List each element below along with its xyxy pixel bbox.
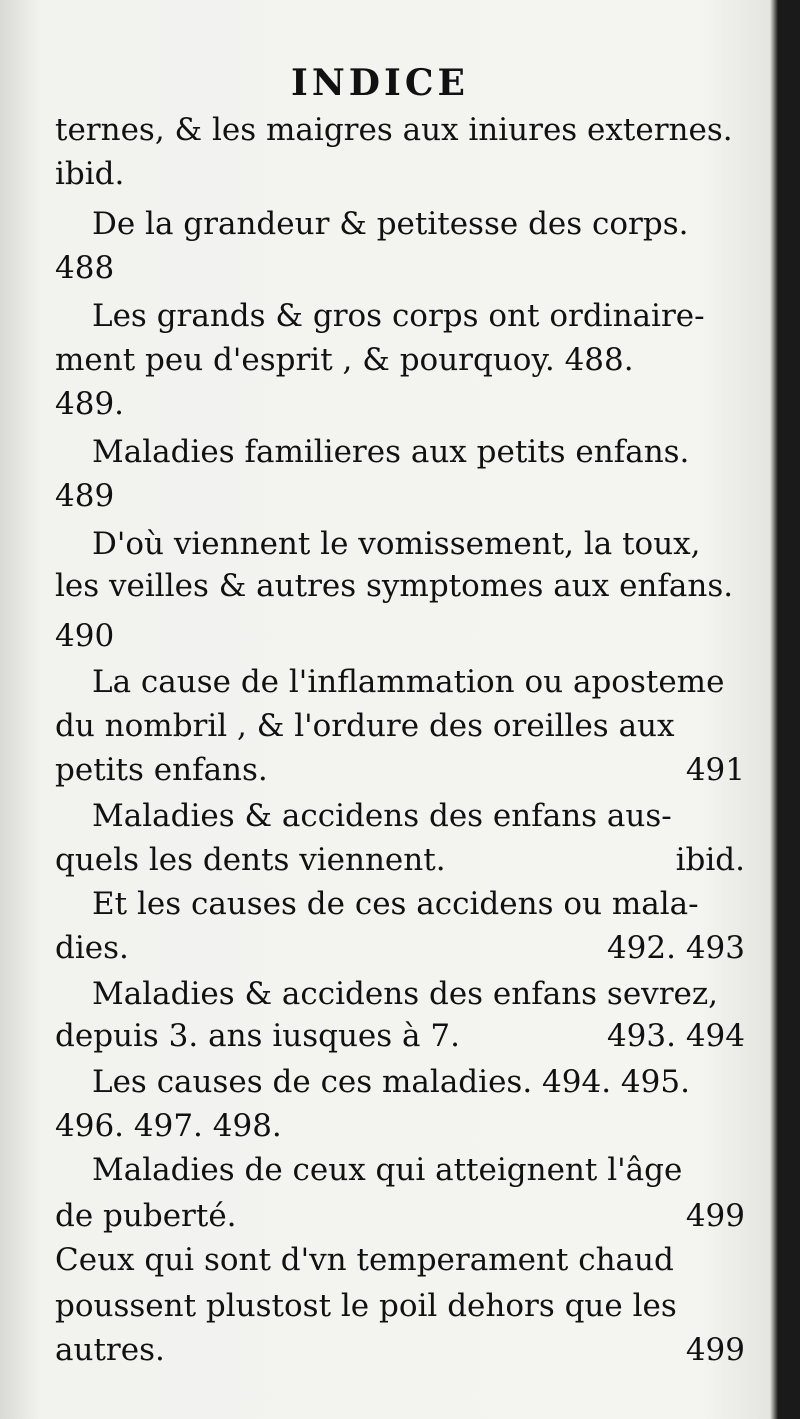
page-ref: 493. 494	[606, 1018, 745, 1054]
index-line	[55, 1328, 745, 1372]
page-header: INDICE	[291, 62, 469, 104]
entry-text: autres.	[55, 1332, 165, 1368]
index-line	[55, 838, 745, 882]
index-line	[55, 1014, 745, 1058]
entry-text: de puberté.	[55, 1198, 237, 1234]
page-ref: 496. 497. 498.	[55, 1108, 282, 1144]
index-line	[55, 1194, 745, 1238]
page-ref: 492. 493	[606, 930, 745, 966]
page-ref: 499	[685, 1332, 745, 1368]
index-line	[55, 748, 745, 792]
page-ref: 491	[685, 752, 745, 788]
index-entry: Maladies de ceux qui atteignent l'âge	[92, 1152, 683, 1188]
index-line: ternes, & les maigres aux iniures externes.	[55, 112, 733, 148]
index-entry: Maladies & accidens des enfans aus-	[92, 798, 672, 834]
index-entry: Les grands & gros corps ont ordinaire-	[92, 298, 705, 334]
index-line	[55, 926, 745, 970]
index-entry: Ceux qui sont d'vn temperament chaud	[55, 1242, 674, 1278]
entry-text: petits enfans.	[55, 752, 268, 788]
page-ref: 499	[685, 1198, 745, 1234]
index-line: ment peu d'esprit , & pourquoy. 488.	[55, 342, 634, 378]
entry-text: quels les dents viennent.	[55, 842, 446, 878]
page-ref: 488	[55, 250, 115, 286]
page-ref: 490	[55, 618, 115, 654]
index-line: du nombril , & l'ordure des oreilles aux	[55, 708, 675, 744]
page-ref: 489	[55, 478, 115, 514]
entry-text: dies.	[55, 930, 129, 966]
index-entry: Et les causes de ces accidens ou mala-	[92, 886, 699, 922]
index-entry: D'où viennent le vomissement, la toux,	[92, 526, 701, 562]
page-ref: ibid.	[675, 842, 745, 878]
index-entry: Maladies & accidens des enfans sevrez,	[92, 976, 719, 1012]
page-ref: 489.	[55, 386, 125, 422]
index-line: poussent plustost le poil dehors que les	[55, 1288, 677, 1324]
index-entry: Maladies familieres aux petits enfans.	[92, 434, 690, 470]
index-entry: De la grandeur & petitesse des corps.	[92, 206, 689, 242]
index-entry: La cause de l'inflammation ou aposteme	[92, 664, 725, 700]
entry-text: depuis 3. ans iusques à 7.	[55, 1018, 460, 1054]
index-line: les veilles & autres symptomes aux enfans.	[55, 568, 734, 604]
index-entry: Les causes de ces maladies. 494. 495.	[92, 1064, 690, 1100]
index-line: ibid.	[55, 156, 125, 192]
